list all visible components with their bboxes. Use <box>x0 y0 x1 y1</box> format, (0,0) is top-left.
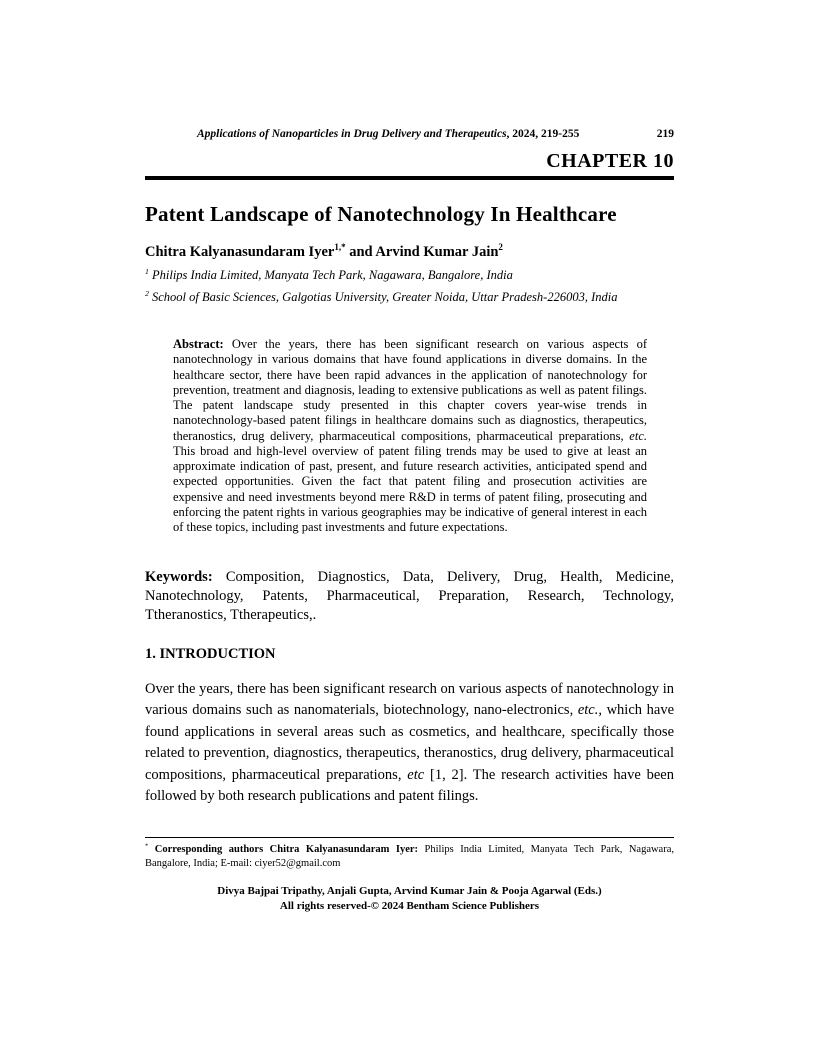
abstract-paragraph <box>173 337 647 535</box>
introduction-text-2: , which have found applications in several areas such as cosmetics, and healthcare, specifically those related to prevention, diagnostics, therapeutics, theranostics, drug delivery, pharmaceutical compositions, pharmaceutical preparations, <box>145 702 675 783</box>
publisher-footer <box>145 884 674 914</box>
keywords-paragraph <box>145 568 674 625</box>
author-2: Arvind Kumar Jain <box>375 244 499 260</box>
author-2-superscript: 2 <box>498 242 503 253</box>
footnote-text: Philips India Limited, Manyata Tech Park, Nagawara, Bangalore, India; E-mail: ciyer52@gmail.com <box>145 843 675 869</box>
introduction-etc-2-italic: etc <box>407 766 425 783</box>
page-content <box>145 128 674 914</box>
abstract-etc-italic: etc. <box>629 428 647 443</box>
authors-connector: and <box>345 244 376 260</box>
corresponding-author-footnote <box>145 837 674 871</box>
chapter-label: CHAPTER 10 <box>546 150 674 172</box>
abstract-label: Abstract: <box>173 337 224 351</box>
copyright-line: All rights reserved-© 2024 Bentham Science Publishers <box>279 899 540 912</box>
book-title: Applications of Nanoparticles in Drug Delivery and Therapeutics <box>197 128 507 140</box>
chapter-title: Patent Landscape of Nanotechnology In Healthcare <box>145 202 617 226</box>
author-1-superscript: 1,* <box>334 242 346 253</box>
running-head <box>145 128 674 140</box>
abstract-body-1: Over the years, there has been significant research on various aspects of nanotechnology in various domains that have found applications in diverse domains. In the healthcare sector, there have been rapid advances in the application of nanotechnology for prevention, treatment and diagnosis, leading to extensive publications as well as patent filings. The patent landscape study presented in this chapter covers year-wise trends in nanotechnology-based patent filings in healthcare domains such as diagnostics, therapeutics, theranostics, drug delivery, pharmaceutical compositions, pharmaceutical preparations, <box>173 337 647 443</box>
affiliation-1-text: Philips India Limited, Manyata Tech Park, Nagawara, Bangalore, India <box>148 268 513 282</box>
chapter-rule <box>145 176 674 180</box>
authors-line <box>145 244 674 261</box>
footnote-asterisk: * <box>145 842 149 849</box>
affiliation-2-text: School of Basic Sciences, Galgotias University, Greater Noida, Uttar Pradesh-226003, India <box>148 290 618 304</box>
affiliation-1 <box>145 268 674 283</box>
page-number: 219 <box>656 128 674 140</box>
introduction-etc-1-italic: etc. <box>577 702 599 719</box>
footnote-label: Corresponding authors Chitra Kalyanasundaram Iyer: <box>148 843 419 855</box>
keywords-label: Keywords: <box>145 569 213 586</box>
introduction-text-1: Over the years, there has been significant research on various aspects of nanotechnology in various domains such as nanomaterials, biotechnology, nano-electronics, <box>145 680 674 719</box>
author-1: Chitra Kalyanasundaram Iyer <box>145 244 335 260</box>
running-head-title <box>197 128 579 140</box>
book-title-suffix: , 2024, 219-255 <box>506 128 580 140</box>
affiliation-1-superscript: 1 <box>145 266 149 276</box>
affiliation-2-superscript: 2 <box>145 288 149 298</box>
introduction-paragraph <box>145 679 674 808</box>
introduction-text-3: [1, 2]. The research activities have been followed by both research publications and patent filings. <box>145 766 674 805</box>
section-heading-introduction: 1. INTRODUCTION <box>145 645 276 662</box>
keywords-text: Composition, Diagnostics, Data, Delivery, Drug, Health, Medicine, Nanotechnology, Patents, Pharmaceutical, Preparation, Research, Technology, Ttheranostics, Ttherapeutics,. <box>145 569 674 623</box>
editors-line: Divya Bajpai Tripathy, Anjali Gupta, Arvind Kumar Jain & Pooja Agarwal (Eds.) <box>217 884 602 897</box>
abstract-body-2: This broad and high-level overview of patent filing trends may be used to give at least an approximate indication of past, present, and future research activities, anticipated spend and expected opportunities. Given the fact that patent filing and prosecution activities are expensive and need investments beyond mere R&D in terms of patent filing, prosecuting and enforcing the patent rights in various geographies may be indicative of general interest in each of these topics, including past investments and future expectations. <box>173 443 647 534</box>
affiliation-2 <box>145 290 674 305</box>
